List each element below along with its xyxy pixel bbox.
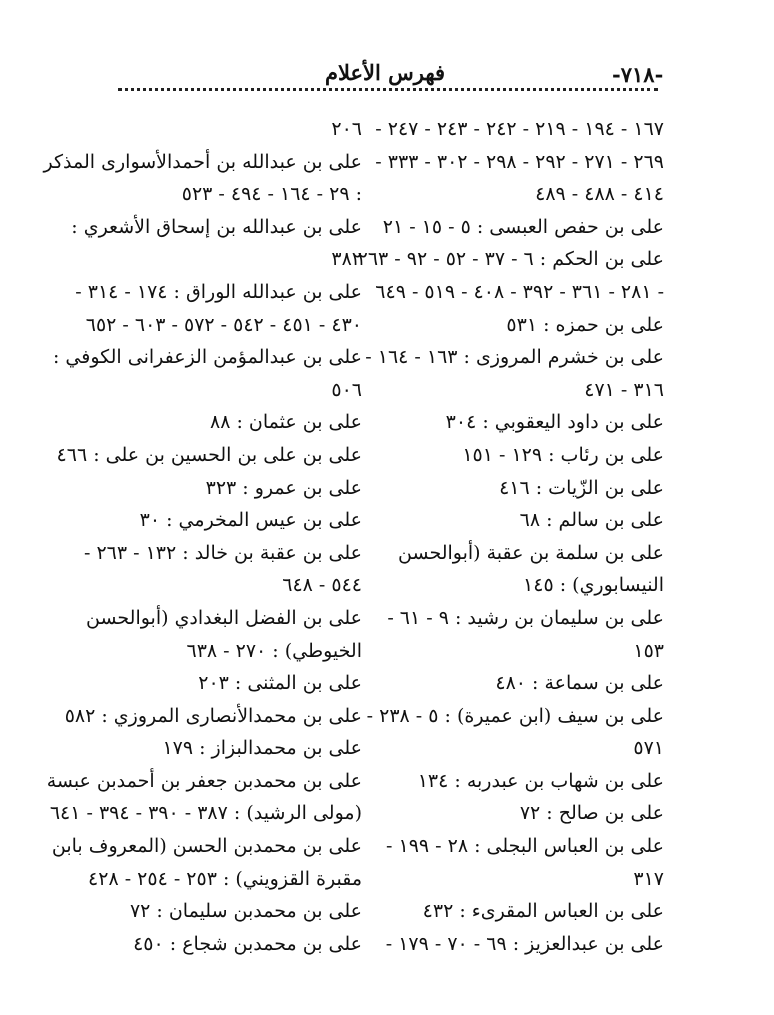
index-entry-line: ٣٨٢ [331, 248, 362, 271]
index-entry-line: على بن محمدالأنصارى المروزي : ٥٨٢ [64, 704, 362, 727]
index-entry-line: على بن العباس المقرىء : ٤٣٢ [422, 900, 664, 923]
index-entry-line: على بن صالح : ٧٢ [519, 802, 664, 825]
index-entry-line: على بن محمدبن شجاع : ٤٥٠ [133, 932, 362, 955]
index-entry-line: مقبرة القزويني) : ٢٥٣ - ٢٥٤ - ٤٢٨ [88, 867, 362, 890]
index-entry-line: على بن عقبة بن خالد : ١٣٢ - ٢٦٣ - [84, 541, 362, 564]
index-entry-line: على بن محمدبن سليمان : ٧٢ [129, 900, 362, 923]
index-entry-line: على بن عبدالمؤمن الزعفرانى الكوفي : [52, 346, 362, 369]
left-column [43, 113, 362, 960]
index-entry-line: على بن حمزه : ٥٣١ [506, 313, 664, 336]
index-entry-line: على بن العباس البجلى : ٢٨ - ١٩٩ - [386, 835, 664, 858]
index-entry-line: ٣١٧ [633, 867, 664, 890]
index-entry-line: على بن محمدبن الحسن (المعروف بابن [51, 835, 362, 858]
right-column [357, 113, 664, 960]
index-entry-line: على بن حفص العبسى : ٥ - ١٥ - ٢١ [382, 215, 664, 238]
index-entry-line: على بن عيس المخرمي : ٣٠ [139, 509, 362, 532]
index-entry-line: على بن عبدالله بن إسحاق الأشعري : [71, 215, 362, 238]
index-entry-line: ٤١٤ - ٤٨٨ - ٤٨٩ [535, 183, 664, 206]
index-entry-line: ٥٠٦ [331, 378, 362, 401]
index-entry-line: ١٦٧ - ١٩٤ - ٢١٩ - ٢٤٢ - ٢٤٣ - ٢٤٧ - [375, 118, 664, 140]
index-entry-line: على بن عمرو : ٣٢٣ [205, 476, 362, 499]
index-entry-line: على بن عبدالعزيز : ٦٩ - ٧٠ - ١٧٩ - [385, 932, 664, 955]
index-entry-line: على بن سالم : ٦٨ [519, 509, 664, 532]
index-entry-line: ٥٧١ [633, 737, 664, 760]
index-entry-line: على بن عبدالله الوراق : ١٧٤ - ٣١٤ - [75, 280, 362, 303]
index-entry-line: ٤٣٠ - ٤٥١ - ٥٤٢ - ٥٧٢ - ٦٠٣ - ٦٥٢ [85, 313, 362, 336]
header-rule [118, 88, 658, 91]
index-entry-line: ١٥٣ [633, 639, 664, 662]
index-entry-line: - ٢٨١ - ٣٦١ - ٣٩٢ - ٤٠٨ - ٥١٩ - ٦٤٩ [375, 280, 664, 303]
index-entry-line: ٥٤٤ - ٦٤٨ [282, 574, 362, 597]
index-entry-line: على بن عبدالله بن أحمدالأسوارى المذكر [43, 150, 362, 173]
index-entry-line: على بن الحكم : ٦ - ٣٧ - ٥٢ - ٩٢ - ٢٦٣ [357, 248, 664, 271]
index-entry-line: على بن داود اليعقوبي : ٣٠٤ [445, 411, 664, 434]
index-entry-line: ٢٠٦ [331, 118, 362, 140]
index-entry-line: على بن خشرم المروزى : ١٦٣ - ١٦٤ - [365, 346, 664, 369]
index-entry-line: على بن سيف (ابن عميرة) : ٥ - ٢٣٨ - [366, 704, 664, 727]
index-entry-line: (مولى الرشيد) : ٣٨٧ - ٣٩٠ - ٣٩٤ - ٦٤١ [49, 802, 362, 825]
index-entry-line: : ٢٩ - ١٦٤ - ٤٩٤ - ٥٢٣ [181, 183, 362, 206]
index-entry-line: ٢٦٩ - ٢٧١ - ٢٩٢ - ٢٩٨ - ٣٠٢ - ٣٣٣ - [375, 150, 664, 173]
index-entry-line: على بن الفضل البغدادي (أبوالحسن [85, 606, 362, 629]
index-entry-line: على بن سماعة : ٤٨٠ [495, 672, 664, 695]
index-entry-line: ٣١٦ - ٤٧١ [584, 378, 664, 401]
index-entry-line: النيسابوري) : ١٤٥ [523, 574, 664, 597]
index-entry-line: على بن سليمان بن رشيد : ٩ - ٦١ - [387, 606, 664, 629]
index-entry-line: على بن رئاب : ١٢٩ - ١٥١ [462, 443, 664, 466]
index-entry-line: على بن محمدالبزاز : ١٧٩ [162, 737, 362, 760]
page-number: -٧١٨- [612, 62, 664, 87]
index-entry-line: على بن سلمة بن عقبة (أبوالحسن [398, 541, 664, 564]
running-title: فهرس الأعلام [324, 60, 446, 85]
index-entry-line: على بن الزّيات : ٤١٦ [499, 476, 664, 499]
index-entry-line: على بن المثنى : ٢٠٣ [198, 672, 362, 695]
index-entry-line: على بن شهاب بن عبدربه : ١٣٤ [417, 769, 664, 792]
index-entry-line: على بن على بن الحسين بن على : ٤٦٦ [56, 443, 362, 466]
index-entry-line: الخيوطي) : ٢٧٠ - ٦٣٨ [186, 639, 362, 662]
index-entry-line: على بن عثمان : ٨٨ [210, 411, 362, 434]
index-entry-line: على بن محمدبن جعفر بن أحمدبن عبسة [46, 769, 362, 792]
